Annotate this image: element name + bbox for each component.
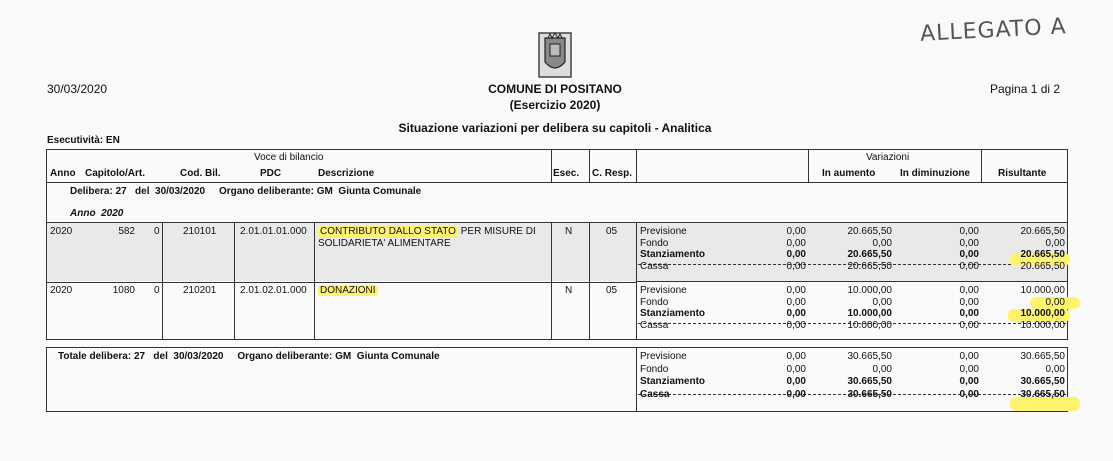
row-esec: N (565, 285, 573, 296)
report-title: Situazione variazioni per delibera su capitoli - Analitica (398, 121, 712, 135)
row-c-resp: 05 (606, 285, 618, 296)
value-in-aumento: 0,00 (872, 238, 892, 249)
line-label: Stanziamento (640, 249, 706, 260)
row-anno: 2020 (50, 285, 73, 296)
print-date: 30/03/2020 (47, 82, 108, 96)
header-cod-bil: Cod. Bil. (180, 168, 221, 179)
handwritten-note: ALLEGATO A (919, 14, 1068, 47)
header-descrizione: Descrizione (318, 168, 375, 179)
value-risultante: 20.665,50 (1020, 226, 1065, 237)
value-risultante: 10.000,00 (1020, 320, 1065, 331)
line-label: Cassa (640, 320, 669, 331)
row-descrizione (318, 226, 536, 237)
value-in-aumento: 30.665,50 (847, 351, 892, 362)
row-pdc: 2.01.02.01.000 (240, 285, 307, 296)
value-prev: 0,00 (786, 249, 806, 260)
value-in-aumento: 10.000,00 (847, 308, 892, 319)
value-in-diminuzione: 0,00 (959, 320, 979, 331)
row-anno: 2020 (50, 226, 73, 237)
row-cod-bil: 210101 (183, 226, 217, 237)
value-prev: 0,00 (786, 308, 806, 319)
totale-label: Totale delibera: 27 del 30/03/2020 Organo deliberante: GM Giunta Comunale (58, 351, 440, 362)
value-in-diminuzione: 0,00 (959, 226, 979, 237)
line-label: Stanziamento (640, 376, 706, 387)
value-risultante: 20.665,50 (1020, 249, 1065, 260)
value-risultante: 30.665,50 (1020, 376, 1065, 387)
value-in-aumento: 0,00 (872, 364, 892, 375)
value-risultante: 0,00 (1045, 238, 1065, 249)
value-risultante: 10.000,00 (1020, 285, 1065, 296)
value-in-diminuzione: 0,00 (959, 308, 979, 319)
value-in-diminuzione: 0,00 (959, 238, 979, 249)
fiscal-year: (Esercizio 2020) (509, 98, 601, 112)
value-in-aumento: 30.665,50 (847, 376, 892, 387)
value-in-aumento: 20.665,50 (847, 226, 892, 237)
line-label: Previsione (640, 226, 687, 237)
highlighted-text: CONTRIBUTO DALLO STATO (320, 226, 456, 237)
value-prev: 0,00 (786, 389, 806, 400)
value-in-aumento: 30.665,50 (847, 389, 892, 400)
line-label: Cassa (640, 261, 669, 272)
row-art: 0 (154, 285, 160, 296)
row-capitolo: 1080 (112, 285, 135, 296)
header-voce: Voce di bilancio (254, 152, 324, 163)
line-label: Fondo (640, 364, 669, 375)
value-prev: 0,00 (786, 297, 806, 308)
value-prev: 0,00 (786, 376, 806, 387)
value-in-diminuzione: 0,00 (959, 364, 979, 375)
value-risultante: 30.665,50 (1020, 351, 1065, 362)
value-risultante: 30.665,50 (1020, 389, 1065, 400)
header-pdc: PDC (260, 168, 282, 179)
row-esec: N (565, 226, 573, 237)
page-number: Pagina 1 di 2 (990, 82, 1061, 96)
row-c-resp: 05 (606, 226, 618, 237)
value-in-aumento: 20.665,50 (847, 261, 892, 272)
header-risultante: Risultante (998, 168, 1047, 179)
highlighted-text: DONAZIONI (320, 285, 376, 296)
value-in-diminuzione: 0,00 (959, 249, 979, 260)
value-prev: 0,00 (786, 285, 806, 296)
value-in-diminuzione: 0,00 (959, 297, 979, 308)
header-in-aumento: In aumento (822, 168, 876, 179)
value-prev: 0,00 (786, 261, 806, 272)
row-cod-bil: 210201 (183, 285, 217, 296)
value-in-diminuzione: 0,00 (959, 376, 979, 387)
row-descrizione (318, 285, 378, 296)
entity-name: COMUNE DI POSITANO (488, 82, 622, 96)
value-prev: 0,00 (786, 238, 806, 249)
header-variazioni: Variazioni (866, 152, 910, 163)
value-prev: 0,00 (786, 364, 806, 375)
value-in-aumento: 0,00 (872, 297, 892, 308)
value-in-aumento: 10.000,00 (847, 285, 892, 296)
value-risultante: 20.665,50 (1020, 261, 1065, 272)
row-art: 0 (154, 226, 160, 237)
line-label: Stanziamento (640, 308, 706, 319)
header-c-resp: C. Resp. (592, 168, 633, 179)
value-prev: 0,00 (786, 351, 806, 362)
row-descrizione-line2: SOLIDARIETA' ALIMENTARE (318, 238, 451, 249)
line-label: Fondo (640, 238, 669, 249)
coat-of-arms-icon (538, 32, 572, 78)
esecutivita-label: Esecutività: EN (47, 135, 120, 146)
header-anno: Anno (50, 168, 76, 179)
value-in-diminuzione: 0,00 (959, 261, 979, 272)
header-esec: Esec. (553, 168, 580, 179)
header-capitolo: Capitolo/Art. (85, 168, 145, 179)
line-label: Previsione (640, 285, 687, 296)
value-in-diminuzione: 0,00 (959, 389, 979, 400)
line-label: Fondo (640, 297, 669, 308)
value-prev: 0,00 (786, 320, 806, 331)
value-in-aumento: 10.000,00 (847, 320, 892, 331)
row-capitolo: 582 (118, 226, 135, 237)
value-in-diminuzione: 0,00 (959, 285, 979, 296)
delibera-line: Delibera: 27 del 30/03/2020 Organo deliberante: GM Giunta Comunale (70, 186, 422, 197)
anno-label: Anno 2020 (70, 208, 124, 219)
line-label: Previsione (640, 351, 687, 362)
line-label: Cassa (640, 389, 670, 400)
header-in-diminuzione: In diminuzione (900, 168, 970, 179)
desc-rest: PER MISURE DI (457, 226, 536, 237)
value-in-aumento: 20.665,50 (847, 249, 892, 260)
value-risultante: 0,00 (1045, 364, 1065, 375)
value-in-diminuzione: 0,00 (959, 351, 979, 362)
row-pdc: 2.01.01.01.000 (240, 226, 307, 237)
value-prev: 0,00 (786, 226, 806, 237)
value-risultante: 0,00 (1045, 297, 1065, 308)
value-risultante: 10.000,00 (1020, 308, 1065, 319)
